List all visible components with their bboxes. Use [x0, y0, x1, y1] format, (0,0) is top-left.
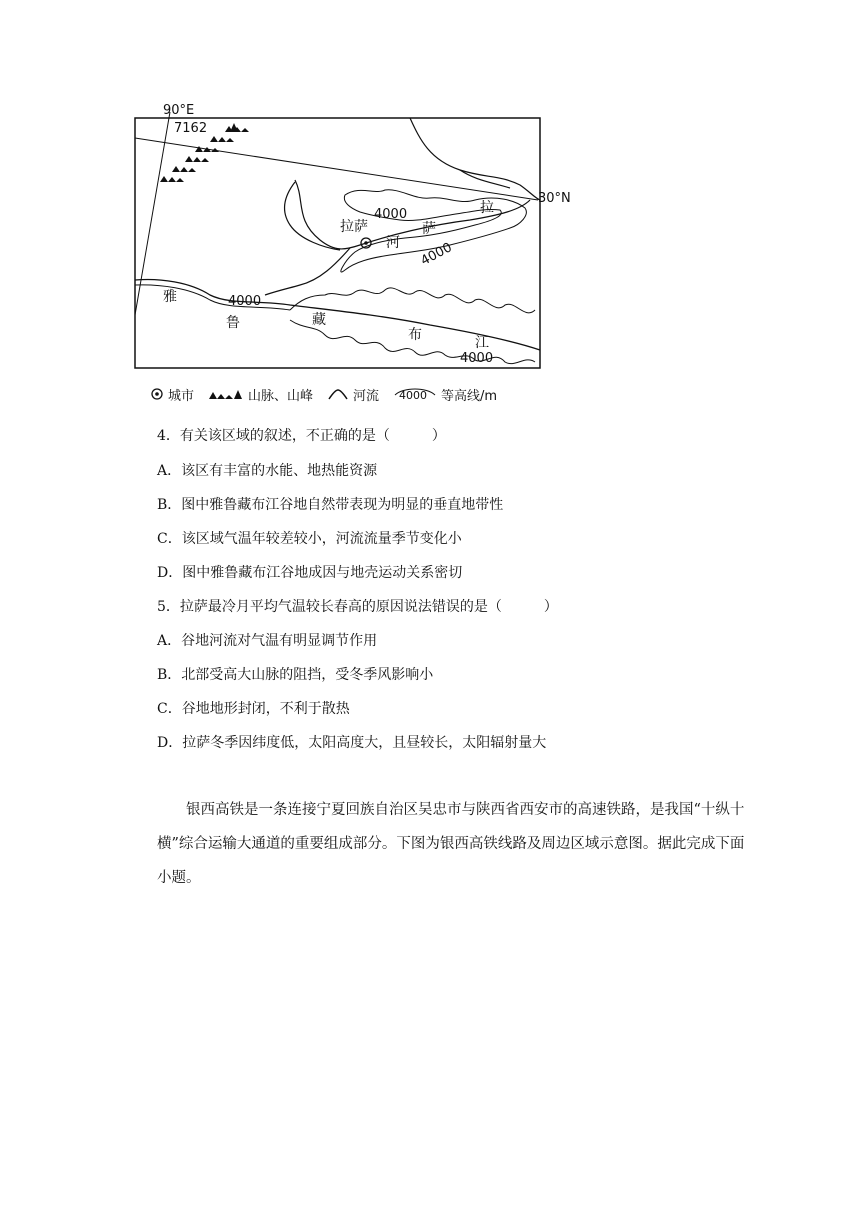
peak-elevation: 7162 — [174, 121, 208, 136]
question-4-option-a: A．该区有丰富的水能、地热能资源 — [157, 463, 378, 479]
question-5-option-c: C．谷地地形封闭，不利于散热 — [157, 701, 350, 717]
lhasa-region-map — [130, 100, 571, 400]
map-frame — [135, 118, 540, 368]
upper-river — [410, 118, 540, 200]
contour-label: 4000 — [418, 240, 455, 269]
legend-city-label: 城市 — [168, 388, 195, 404]
river-char-la: 拉 — [480, 200, 494, 216]
river-char-ya: 雅 — [163, 289, 177, 305]
map-legend — [150, 384, 511, 404]
river-char-sa: 萨 — [422, 221, 436, 237]
contour-line-icon — [393, 385, 437, 403]
contour-label: 4000 — [460, 351, 494, 366]
lat-label: 30°N — [538, 191, 571, 206]
question-4-stem: 4．有关该区域的叙述，不正确的是（ ） — [157, 428, 446, 444]
question-4-option-d: D．图中雅鲁藏布江谷地成因与地壳运动关系密切 — [157, 565, 463, 581]
legend-river — [327, 385, 379, 404]
question-5-option-a: A．谷地河流对气温有明显调节作用 — [157, 633, 378, 649]
question-4-option-c: C．该区域气温年较差较小，河流流量季节变化小 — [157, 531, 462, 547]
city-icon — [150, 387, 164, 401]
legend-mountain-label: 山脉、山峰 — [248, 388, 314, 404]
lon-label: 90°E — [163, 103, 195, 118]
river-char-lu: 鲁 — [226, 315, 240, 331]
lhasa-river — [295, 180, 530, 249]
legend-contour-label: 等高线/m — [441, 388, 498, 404]
intro-paragraph: 银西高铁是一条连接宁夏回族自治区吴忠市与陕西省西安市的高速铁路，是我国“十纵十横”综合运输大通道的重要组成部分。下图为银西高铁线路及周边区域示意图。据此完成下面小题。 — [157, 802, 745, 886]
question-5-option-d: D．拉萨冬季因纬度低，太阳高度大，且昼较长，太阳辐射量大 — [157, 735, 547, 751]
river-char-jiang: 江 — [475, 335, 489, 351]
legend-mountain — [208, 385, 313, 404]
contour-label: 4000 — [228, 294, 262, 309]
river-char-he: 河 — [386, 235, 400, 251]
question-4-option-b: B．图中雅鲁藏布江谷地自然带表现为明显的垂直地带性 — [157, 497, 504, 513]
lhasa-river-lower — [265, 248, 350, 295]
question-5-stem: 5．拉萨最冷月平均气温较长春高的原因说法错误的是（ ） — [157, 599, 558, 615]
mountain-peak-icon — [208, 387, 244, 401]
river-icon — [327, 387, 349, 401]
question-5-option-b: B．北部受高大山脉的阻挡，受冬季风影响小 — [157, 667, 434, 683]
legend-contour — [393, 385, 497, 404]
legend-river-label: 河流 — [353, 388, 380, 404]
city-label: 拉萨 — [340, 219, 368, 235]
legend-city — [150, 385, 194, 404]
contour-label: 4000 — [374, 207, 408, 222]
legend-contour-sample: 4000 — [399, 389, 428, 402]
parallel-30n — [135, 138, 538, 200]
river-char-zang: 藏 — [312, 312, 326, 328]
river-char-bu: 布 — [408, 327, 422, 343]
